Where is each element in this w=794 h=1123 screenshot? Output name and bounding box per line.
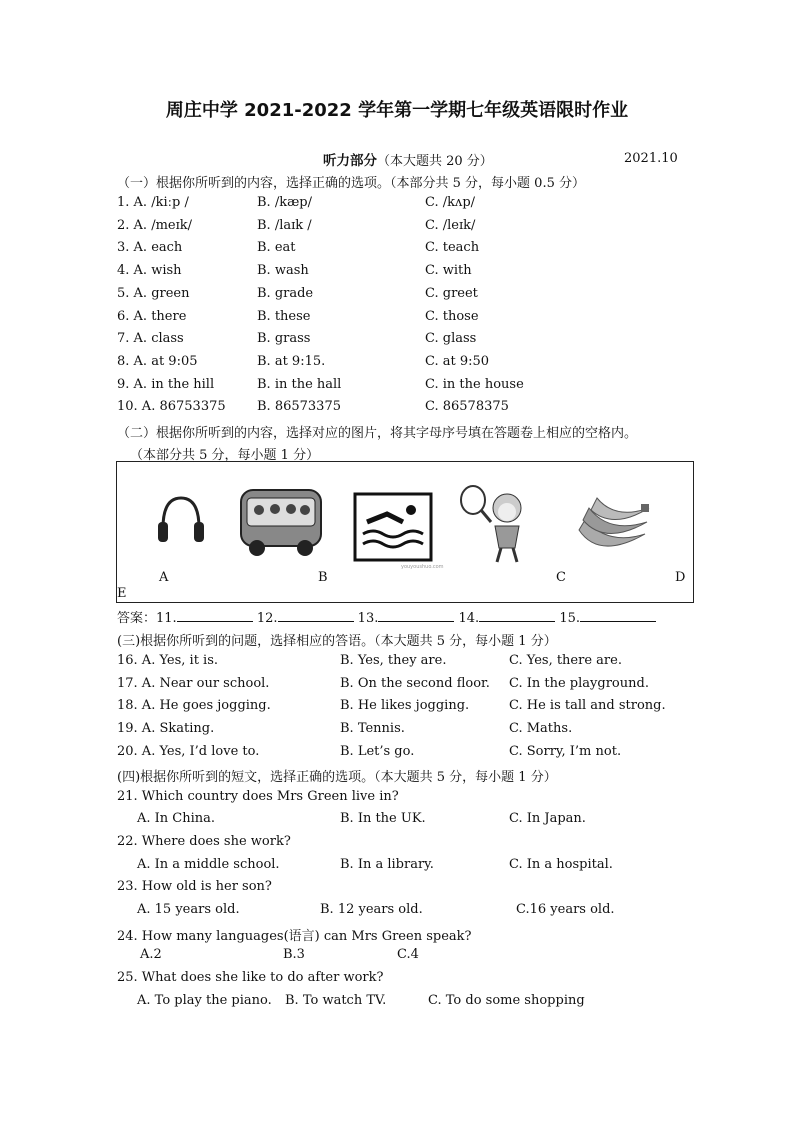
part1-option-b: B. grass: [257, 331, 311, 347]
listening-label: 听力部分: [323, 153, 377, 169]
picture-label-e: E: [117, 586, 127, 601]
q23-option-c: C.16 years old.: [516, 902, 615, 917]
part1-option-num: 4. A. wish: [117, 263, 182, 279]
part4-heading: (四)根据你所听到的短文，选择正确的选项。（本大题共 5 分，每小题 1 分）: [117, 770, 557, 785]
part3-option-c: C. In the playground.: [509, 675, 649, 691]
answer-prefix: 答案：: [117, 611, 157, 626]
q22-option-b: B. In a library.: [340, 857, 434, 872]
part3-option-a: 18. A. He goes jogging.: [117, 698, 271, 714]
watermark: youyoushuo.com: [401, 564, 444, 570]
answer-blank[interactable]: [177, 608, 253, 622]
part1-option-b: B. in the hall: [257, 376, 342, 392]
part3-option-c: C. Sorry, I’m not.: [509, 743, 622, 759]
part2-heading: （二）根据你所听到的内容，选择对应的图片，将其字母序号填在答题卷上相应的空格内。: [117, 426, 638, 441]
part3-option-c: C. He is tall and strong.: [509, 698, 666, 714]
part3-option-b: B. Yes, they are.: [340, 653, 447, 668]
part3-option-b: B. Tennis.: [340, 721, 405, 737]
q23-option-a: A. 15 years old.: [137, 902, 240, 917]
part1-option-c: C. /kʌp/: [425, 195, 476, 210]
headphones-icon: [155, 492, 207, 548]
part3-option-b: B. He likes jogging.: [340, 698, 470, 714]
q24-option-c: C.4: [397, 947, 419, 962]
page-title: 周庄中学 2021-2022 学年第一学期七年级英语限时作业: [165, 100, 629, 121]
part3-heading: (三)根据你所听到的问题，选择相应的答语。（本大题共 5 分，每小题 1 分）: [117, 634, 557, 649]
part3-option-a: 19. A. Skating.: [117, 721, 215, 737]
part1-option-b: B. eat: [257, 240, 296, 256]
part1-option-c: C. /leɪk/: [425, 217, 476, 233]
q21-option-b: B. In the UK.: [340, 811, 426, 826]
picture-label-c: C: [556, 570, 566, 585]
part1-option-b: B. /kæp/: [257, 195, 312, 210]
part2-subheading: （本部分共 5 分，每小题 1 分）: [130, 448, 320, 463]
picture-label-b: B: [318, 570, 328, 585]
question-21: 21. Which country does Mrs Green live in?: [117, 789, 399, 804]
part1-option-num: 7. A. class: [117, 331, 184, 347]
part1-option-num: 1. A. /kiːp /: [117, 195, 189, 210]
answer-15: 15.: [559, 611, 581, 626]
q21-option-c: C. In Japan.: [509, 811, 586, 826]
question-24: 24. How many languages(语言) can Mrs Green speak?: [117, 929, 472, 944]
answer-blank[interactable]: [278, 608, 354, 622]
part3-option-b: B. Let’s go.: [340, 743, 415, 759]
part1-option-b: B. at 9:15.: [257, 353, 326, 369]
part1-option-b: B. these: [257, 308, 311, 324]
q22-option-c: C. In a hospital.: [509, 857, 613, 872]
part1-heading: （一）根据你所听到的内容，选择正确的选项。（本部分共 5 分，每小题 0.5 分）: [117, 176, 585, 191]
part3-option-a: 17. A. Near our school.: [117, 675, 270, 691]
part1-option-c: C. in the house: [425, 376, 524, 392]
part1-option-num: 9. A. in the hill: [117, 376, 215, 392]
tennis-girl-icon: [455, 482, 539, 566]
picture-label-d: D: [675, 570, 686, 585]
part3-option-c: C. Yes, there are.: [509, 653, 622, 668]
bus-icon: [237, 482, 325, 558]
part1-option-c: C. teach: [425, 240, 480, 256]
answer-blank[interactable]: [580, 608, 656, 622]
q24-option-a: A.2: [140, 947, 162, 962]
question-22: 22. Where does she work?: [117, 834, 291, 849]
part1-option-b: B. /laɪk /: [257, 217, 312, 233]
listening-points: （本大题共 20 分）: [377, 154, 493, 169]
part3-option-a: 20. A. Yes, I’d love to.: [117, 743, 260, 759]
exam-date: 2021.10: [624, 151, 678, 166]
part1-option-num: 2. A. /meɪk/: [117, 217, 193, 233]
answer-13: 13.: [357, 611, 379, 626]
q23-option-b: B. 12 years old.: [320, 902, 423, 917]
part1-option-num: 8. A. at 9:05: [117, 353, 198, 369]
part1-option-c: C. glass: [425, 331, 477, 347]
part1-option-c: C. those: [425, 308, 479, 324]
listening-header: [323, 149, 493, 169]
picture-label-a: A: [159, 570, 169, 585]
part1-option-b: B. 86573375: [257, 399, 341, 415]
q25-option-b: B. To watch TV.: [285, 993, 387, 1008]
answer-blank[interactable]: [479, 608, 555, 622]
part1-option-b: B. wash: [257, 263, 309, 279]
bananas-icon: [569, 490, 653, 560]
swimming-icon: [353, 492, 433, 562]
part1-option-c: C. 86578375: [425, 399, 509, 415]
question-25: 25. What does she like to do after work?: [117, 970, 384, 985]
question-23: 23. How old is her son?: [117, 879, 272, 894]
part1-option-num: 3. A. each: [117, 240, 183, 256]
part1-option-c: C. greet: [425, 285, 478, 301]
q21-option-a: A. In China.: [137, 811, 216, 826]
picture-box: [116, 461, 694, 603]
q25-option-c: C. To do some shopping: [428, 993, 585, 1008]
q22-option-a: A. In a middle school.: [137, 857, 280, 872]
answer-line: [117, 607, 656, 626]
answer-11: 11.: [156, 611, 177, 626]
part1-option-num: 10. A. 86753375: [117, 399, 226, 415]
part3-option-b: B. On the second floor.: [340, 675, 490, 691]
part1-option-num: 5. A. green: [117, 285, 190, 301]
part1-option-c: C. with: [425, 263, 472, 279]
part3-option-a: 16. A. Yes, it is.: [117, 653, 219, 668]
part3-option-c: C. Maths.: [509, 721, 573, 737]
part1-option-b: B. grade: [257, 285, 314, 301]
answer-12: 12.: [256, 611, 278, 626]
q24-option-b: B.3: [283, 947, 305, 962]
part1-option-c: C. at 9:50: [425, 353, 490, 369]
answer-blank[interactable]: [378, 608, 454, 622]
q25-option-a: A. To play the piano.: [137, 993, 272, 1008]
part1-option-num: 6. A. there: [117, 308, 187, 324]
answer-14: 14.: [458, 611, 480, 626]
